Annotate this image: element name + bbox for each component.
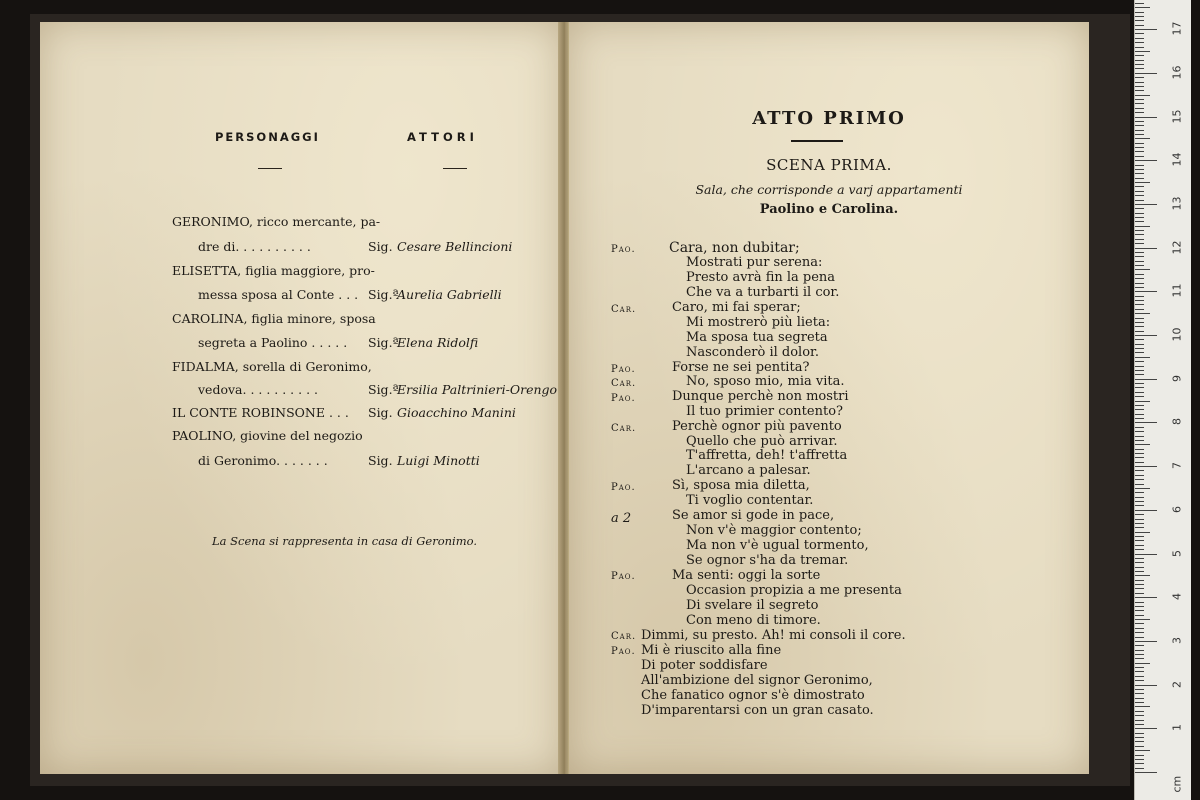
ruler-tick (1135, 654, 1144, 655)
verse-line: Se ognor s'ha da tremar. (686, 553, 849, 568)
ruler-number: 6 (1170, 505, 1184, 513)
ruler-tick (1135, 396, 1144, 397)
verse-line: Che fanatico ognor s'è dimostrato (641, 688, 865, 703)
ruler-tick (1135, 178, 1144, 179)
ruler-tick (1135, 567, 1144, 568)
ruler-tick (1135, 239, 1144, 240)
ruler-tick (1135, 619, 1150, 620)
cast-role-line: dre di. . . . . . . . . . (198, 239, 311, 254)
ruler-tick (1135, 449, 1144, 450)
cast-actor: Ersilia Paltrinieri-Orengo (397, 382, 558, 397)
ruler-tick (1135, 444, 1150, 445)
ruler-tick (1135, 248, 1157, 249)
ruler-number: 17 (1170, 21, 1184, 36)
ruler-tick (1135, 169, 1144, 170)
ruler-tick (1135, 318, 1144, 319)
ruler-tick (1135, 117, 1157, 118)
ruler-tick (1135, 204, 1157, 205)
verse-line: Mi è riuscito alla fine (641, 643, 782, 658)
ruler-tick (1135, 370, 1144, 371)
ruler-tick (1135, 720, 1144, 721)
ruler-tick (1135, 519, 1144, 520)
ruler-tick (1135, 7, 1150, 8)
ruler-tick (1135, 230, 1144, 231)
ruler-tick (1135, 545, 1144, 546)
verse-line: Con meno di timore. (686, 613, 821, 628)
ruler-tick (1135, 715, 1144, 716)
verse-line: Perchè ognor più pavento (672, 419, 842, 434)
speaker-label: Car. (611, 423, 637, 434)
cast-sig: Sig. (368, 239, 393, 254)
cast-actor: Aurelia Gabrielli (397, 287, 502, 302)
ruler-tick (1135, 221, 1144, 222)
ruler-tick (1135, 217, 1144, 218)
ruler-tick (1135, 571, 1144, 572)
ruler-number: 13 (1170, 196, 1184, 211)
speaker-label: Car. (611, 631, 637, 642)
ruler-tick (1135, 610, 1144, 611)
speaker-label: Pao. (611, 244, 636, 255)
verse-line: All'ambizione del signor Geronimo, (641, 673, 873, 688)
ruler-tick (1135, 256, 1144, 257)
ruler-tick (1135, 156, 1144, 157)
ruler-tick (1135, 689, 1144, 690)
ruler-tick (1135, 213, 1144, 214)
verse-line: Che va a turbarti il cor. (686, 285, 840, 300)
speaker-label: Pao. (611, 393, 636, 404)
ruler-tick (1135, 746, 1144, 747)
speaker-label: Pao. (611, 482, 636, 493)
ruler-tick (1135, 562, 1144, 563)
verse-line: Di svelare il segreto (686, 598, 819, 613)
speaker-label: Pao. (611, 364, 636, 375)
ruler-tick (1135, 663, 1150, 664)
ruler-tick (1135, 427, 1144, 428)
verse-line: Il tuo primier contento? (686, 404, 843, 419)
speaker-label: Pao. (611, 646, 636, 657)
ruler-number: 1 (1170, 724, 1184, 732)
ruler-tick (1135, 60, 1144, 61)
verse-line: Cara, non dubitar; (669, 240, 800, 256)
ruler-number: 12 (1170, 240, 1184, 255)
ruler-tick (1135, 706, 1150, 707)
header-attori: ATTORI (407, 130, 478, 144)
ruler-tick (1135, 151, 1144, 152)
ruler-tick (1135, 650, 1144, 651)
ruler-tick (1135, 226, 1150, 227)
speaker-label: a 2 (611, 511, 632, 526)
ruler-tick (1135, 436, 1144, 437)
ruler-tick (1135, 186, 1144, 187)
ruler-tick (1135, 540, 1144, 541)
cast-sig: Sig. (368, 405, 393, 420)
ruler-tick (1135, 401, 1150, 402)
ruler-tick (1135, 335, 1157, 336)
cast-role-line: di Geronimo. . . . . . . (198, 453, 328, 468)
ruler-tick (1135, 313, 1150, 314)
cast-role-line: GERONIMO, ricco mercante, pa- (172, 214, 381, 229)
ruler-tick (1135, 291, 1157, 292)
ruler-tick (1135, 82, 1144, 83)
left-page (40, 22, 563, 774)
verse-line: Se amor si gode in pace, (672, 508, 835, 523)
cast-actor: Luigi Minotti (397, 453, 480, 468)
verse-line: Ma sposa tua segreta (686, 330, 828, 345)
ruler-tick (1135, 95, 1150, 96)
ruler-tick (1135, 147, 1144, 148)
cast-role-line: CAROLINA, figlia minore, sposa (172, 311, 376, 326)
ruler-tick (1135, 55, 1144, 56)
ruler-tick (1135, 597, 1157, 598)
ruler-tick (1135, 575, 1150, 576)
ruler-tick (1135, 711, 1144, 712)
header-dash (443, 168, 467, 169)
ruler-tick (1135, 505, 1144, 506)
verse-line: Quello che può arrivar. (686, 434, 838, 449)
ruler-tick (1135, 409, 1144, 410)
ruler-tick (1135, 479, 1144, 480)
ruler-number: 8 (1170, 418, 1184, 426)
ruler-tick (1135, 527, 1144, 528)
ruler-tick (1135, 628, 1144, 629)
ruler-tick (1135, 287, 1144, 288)
verse-line: Caro, mi fai sperar; (672, 300, 801, 315)
verse-line: Sì, sposa mia diletta, (672, 478, 810, 493)
ruler-tick (1135, 750, 1150, 751)
verse-line: Dimmi, su presto. Ah! mi consoli il core. (641, 628, 906, 643)
ruler-number: 9 (1170, 374, 1184, 382)
ruler-tick (1135, 733, 1144, 734)
header-dash (258, 168, 282, 169)
ruler-tick (1135, 182, 1150, 183)
cast-role-line: messa sposa al Conte . . . (198, 287, 359, 302)
measurement-ruler (1134, 0, 1191, 800)
ruler-tick (1135, 366, 1144, 367)
ruler-tick (1135, 283, 1144, 284)
ruler-tick (1135, 615, 1144, 616)
verse-line: Mi mostrerò più lieta: (686, 315, 831, 330)
ruler-tick (1135, 728, 1157, 729)
verse-line: Di poter soddisfare (641, 658, 768, 673)
act-title-rule (791, 140, 843, 142)
ruler-tick (1135, 671, 1144, 672)
ruler-number: 2 (1170, 680, 1184, 688)
ruler-tick (1135, 523, 1144, 524)
ruler-tick (1135, 667, 1144, 668)
speaker-label: Car. (611, 378, 637, 389)
ruler-tick (1135, 414, 1144, 415)
verse-line: Dunque perchè non mostri (672, 389, 849, 404)
ruler-tick (1135, 51, 1150, 52)
ruler-number: 5 (1170, 549, 1184, 557)
ruler-tick (1135, 296, 1144, 297)
ruler-tick (1135, 440, 1144, 441)
ruler-tick (1135, 685, 1157, 686)
ruler-tick (1135, 453, 1144, 454)
ruler-tick (1135, 68, 1144, 69)
ruler-tick (1135, 191, 1144, 192)
verse-line: D'imparentarsi con un gran casato. (641, 703, 874, 718)
ruler-number: 16 (1170, 65, 1184, 80)
cast-sig: Sig. (368, 453, 393, 468)
ruler-number: 11 (1170, 283, 1184, 298)
ruler-number: 7 (1170, 462, 1184, 470)
ruler-tick (1135, 47, 1144, 48)
ruler-tick (1135, 326, 1144, 327)
cast-sig: Sig.ª (368, 287, 399, 302)
verse-line: T'affretta, deh! t'affretta (686, 448, 848, 463)
act-title: ATTO PRIMO (752, 108, 906, 129)
ruler-tick (1135, 387, 1144, 388)
ruler-tick (1135, 64, 1144, 65)
ruler-tick (1135, 374, 1144, 375)
ruler-tick (1135, 160, 1157, 161)
ruler-tick (1135, 25, 1144, 26)
verse-line: Presto avrà fin la pena (686, 270, 836, 285)
ruler-tick (1135, 588, 1144, 589)
scene-characters: Paolino e Carolina. (759, 202, 899, 217)
ruler-tick (1135, 497, 1144, 498)
ruler-tick (1135, 763, 1144, 764)
ruler-tick (1135, 418, 1144, 419)
speaker-label: Pao. (611, 571, 636, 582)
ruler-tick (1135, 112, 1144, 113)
ruler-tick (1135, 470, 1144, 471)
ruler-tick (1135, 309, 1144, 310)
ruler-tick (1135, 554, 1157, 555)
ruler-tick (1135, 737, 1144, 738)
ruler-tick (1135, 108, 1144, 109)
cast-role-line: FIDALMA, sorella di Geronimo, (172, 359, 372, 374)
scene-setting-note: La Scena si rappresenta in casa di Geronimo. (212, 534, 477, 548)
ruler-tick (1135, 361, 1144, 362)
ruler-tick (1135, 558, 1144, 559)
ruler-tick (1135, 304, 1144, 305)
ruler-number: 4 (1170, 593, 1184, 601)
ruler-tick (1135, 138, 1150, 139)
ruler-number: 3 (1170, 636, 1184, 644)
cast-role-line: PAOLINO, giovine del negozio (172, 428, 363, 443)
ruler-tick (1135, 121, 1144, 122)
ruler-number: 14 (1170, 152, 1184, 167)
ruler-tick (1135, 234, 1144, 235)
verse-line: Mostrati pur serena: (686, 255, 823, 270)
ruler-tick (1135, 352, 1144, 353)
verse-line: Ma senti: oggi la sorte (672, 568, 821, 583)
ruler-tick (1135, 73, 1157, 74)
verse-line: Forse ne sei pentita? (672, 360, 810, 375)
scene-title: SCENA PRIMA. (766, 156, 892, 174)
ruler-tick (1135, 322, 1144, 323)
ruler-tick (1135, 130, 1144, 131)
ruler-tick (1135, 125, 1144, 126)
ruler-tick (1135, 274, 1144, 275)
ruler-tick (1135, 379, 1157, 380)
ruler-tick (1135, 405, 1144, 406)
ruler-tick (1135, 658, 1144, 659)
ruler-tick (1135, 243, 1144, 244)
cast-sig: Sig.ª (368, 335, 399, 350)
ruler-tick (1135, 741, 1144, 742)
ruler-tick (1135, 431, 1144, 432)
ruler-tick (1135, 457, 1144, 458)
ruler-tick (1135, 475, 1144, 476)
ruler-tick (1135, 422, 1157, 423)
ruler-tick (1135, 641, 1157, 642)
cast-role-line: IL CONTE ROBINSONE . . . (172, 405, 349, 420)
speaker-label: Car. (611, 304, 637, 315)
ruler-tick (1135, 16, 1144, 17)
ruler-tick (1135, 134, 1144, 135)
ruler-tick (1135, 702, 1144, 703)
ruler-tick (1135, 693, 1144, 694)
ruler-tick (1135, 165, 1144, 166)
ruler-tick (1135, 637, 1144, 638)
ruler-tick (1135, 501, 1144, 502)
ruler-tick (1135, 29, 1157, 30)
ruler-tick (1135, 344, 1144, 345)
ruler-tick (1135, 755, 1144, 756)
cast-role-line: segreta a Paolino . . . . . (198, 335, 348, 350)
ruler-tick (1135, 392, 1144, 393)
ruler-number: 10 (1170, 327, 1184, 342)
verse-line: No, sposo mio, mia vita. (686, 374, 845, 389)
ruler-tick (1135, 645, 1144, 646)
ruler-tick (1135, 38, 1144, 39)
ruler-tick (1135, 383, 1144, 384)
ruler-tick (1135, 300, 1144, 301)
verse-line: Ma non v'è ugual tormento, (686, 538, 869, 553)
ruler-tick (1135, 466, 1157, 467)
ruler-tick (1135, 269, 1150, 270)
ruler-tick (1135, 492, 1144, 493)
ruler-tick (1135, 768, 1144, 769)
ruler-tick (1135, 580, 1144, 581)
ruler-tick (1135, 536, 1144, 537)
ruler-tick (1135, 42, 1144, 43)
ruler-tick (1135, 549, 1144, 550)
ruler-tick (1135, 488, 1150, 489)
right-page (568, 22, 1089, 774)
verse-line: Ti voglio contentar. (686, 493, 814, 508)
ruler-tick (1135, 3, 1144, 4)
cast-actor: Elena Ridolfi (397, 335, 479, 350)
verse-line: Nasconderò il dolor. (686, 345, 819, 360)
ruler-tick (1135, 331, 1144, 332)
header-personaggi: PERSONAGGI (215, 130, 320, 144)
cast-role-line: ELISETTA, figlia maggiore, pro- (172, 263, 375, 278)
ruler-tick (1135, 632, 1144, 633)
ruler-tick (1135, 200, 1144, 201)
ruler-tick (1135, 606, 1144, 607)
ruler-tick (1135, 33, 1144, 34)
ruler-tick (1135, 584, 1144, 585)
ruler-unit: cm (1170, 775, 1184, 793)
ruler-tick (1135, 772, 1157, 773)
verse-line: Non v'è maggior contento; (686, 523, 862, 538)
verse-line: Occasion propizia a me presenta (686, 583, 902, 598)
ruler-tick (1135, 195, 1144, 196)
cast-actor: Cesare Bellincioni (397, 239, 513, 254)
ruler-tick (1135, 208, 1144, 209)
cast-sig: Sig.ª (368, 382, 399, 397)
ruler-tick (1135, 20, 1144, 21)
ruler-tick (1135, 510, 1157, 511)
cast-role-line: vedova. . . . . . . . . . (198, 382, 318, 397)
ruler-tick (1135, 12, 1144, 13)
ruler-tick (1135, 759, 1144, 760)
ruler-tick (1135, 99, 1144, 100)
ruler-number: 15 (1170, 109, 1184, 123)
cast-actor: Gioacchino Manini (397, 405, 516, 420)
ruler-tick (1135, 348, 1144, 349)
ruler-tick (1135, 593, 1144, 594)
ruler-tick (1135, 680, 1144, 681)
ruler-tick (1135, 143, 1144, 144)
ruler-tick (1135, 602, 1144, 603)
ruler-tick (1135, 698, 1144, 699)
ruler-tick (1135, 86, 1144, 87)
ruler-tick (1135, 357, 1150, 358)
ruler-tick (1135, 623, 1144, 624)
ruler-tick (1135, 532, 1150, 533)
ruler-tick (1135, 676, 1144, 677)
ruler-tick (1135, 103, 1144, 104)
ruler-tick (1135, 339, 1144, 340)
ruler-tick (1135, 278, 1144, 279)
ruler-tick (1135, 90, 1144, 91)
ruler-tick (1135, 265, 1144, 266)
verse-line: L'arcano a palesar. (686, 463, 811, 478)
ruler-tick (1135, 514, 1144, 515)
ruler-tick (1135, 77, 1144, 78)
ruler-tick (1135, 252, 1144, 253)
ruler-tick (1135, 173, 1144, 174)
ruler-tick (1135, 462, 1144, 463)
scene-description: Sala, che corrisponde a varj appartamenti (695, 182, 963, 197)
ruler-tick (1135, 724, 1144, 725)
ruler-tick (1135, 484, 1144, 485)
ruler-tick (1135, 261, 1144, 262)
